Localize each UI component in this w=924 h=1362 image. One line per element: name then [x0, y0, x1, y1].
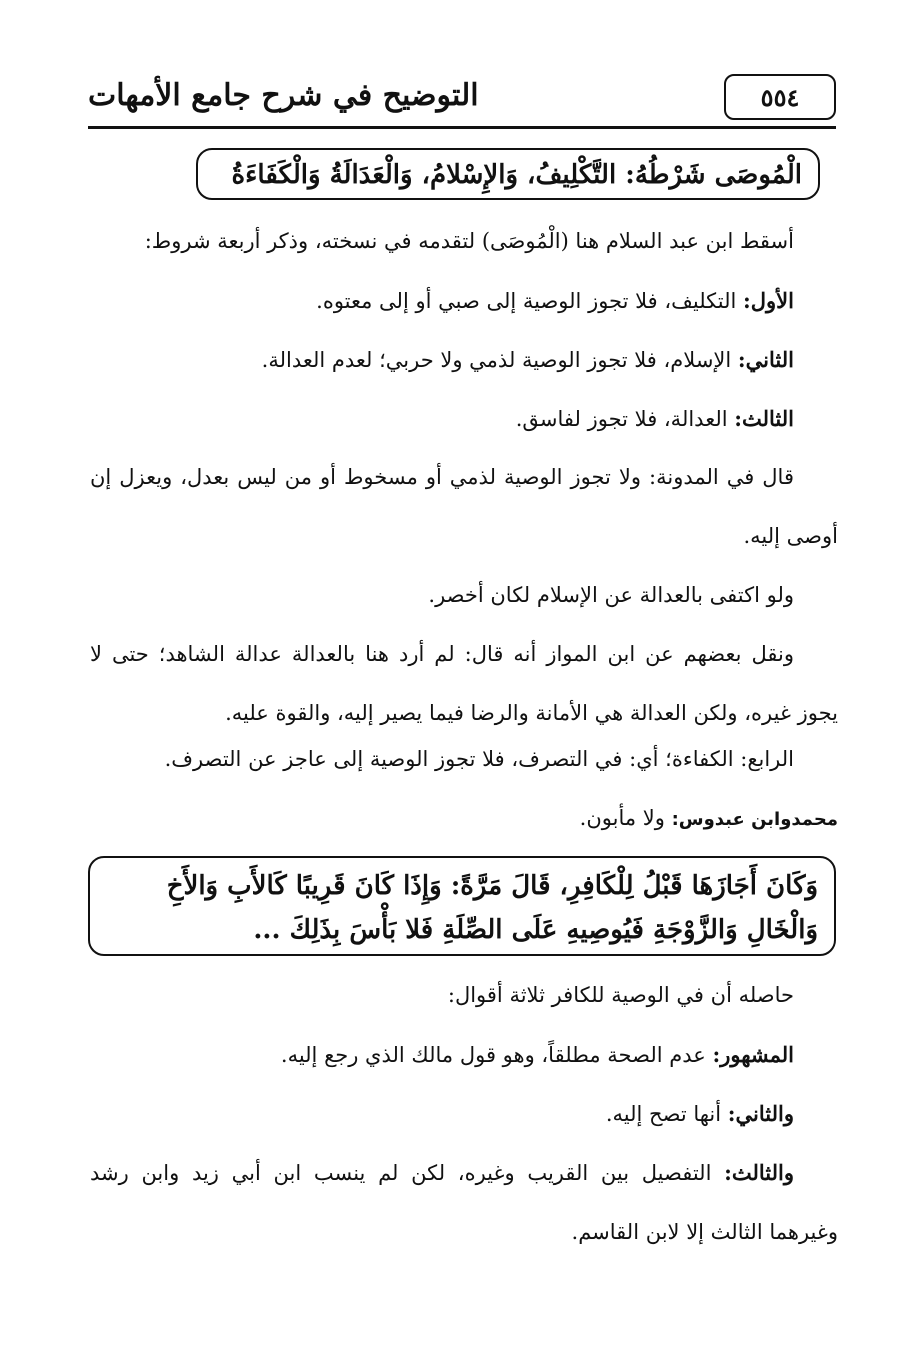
paragraph-12-label: والثاني:: [727, 1101, 794, 1126]
paragraph-11: [90, 1025, 838, 1085]
paragraph-9: [90, 789, 838, 849]
paragraph-7: ونقل بعضهم عن ابن المواز أنه قال: لم أرد هنا بالعدالة عدالة الشاهد؛ حتى لا يجوز غيره، ولكن العدالة هي الأمانة والرضا فيما يصير إليه، والقوة عليه.: [90, 642, 838, 725]
paragraph-8: الرابع: الكفاءة؛ أي: في التصرف، فلا تجوز الوصية إلى عاجز عن التصرف.: [164, 747, 794, 771]
running-title: التوضيح في شرح جامع الأمهات: [88, 78, 479, 113]
paragraph-2-text: التكليف، فلا تجوز الوصية إلى صبي أو إلى معتوه.: [316, 289, 744, 313]
paragraph-4-text: العدالة، فلا تجوز لفاسق.: [515, 407, 735, 431]
paragraph-12-text: أنها تصح إليه.: [605, 1102, 728, 1126]
paragraph-5: قال في المدونة: ولا تجوز الوصية لذمي أو مسخوط أو من ليس بعدل، ويعزل إن أوصى إليه.: [90, 465, 838, 548]
paragraph-3-label: الثاني:: [737, 347, 794, 372]
paragraph-4: [90, 389, 838, 449]
paragraph-12: [90, 1084, 838, 1144]
header-rule: [88, 126, 836, 129]
page-header: [88, 72, 836, 130]
paragraph-9-label: محمدوابن عبدوس:: [671, 809, 838, 830]
paragraph-13: [90, 1143, 838, 1262]
paragraph-11-text: عدم الصحة مطلقاً، وهو قول مالك الذي رجع إليه.: [280, 1043, 713, 1067]
paragraph-11-label: المشهور:: [712, 1042, 794, 1067]
paragraph-2-label: الأول:: [743, 288, 794, 313]
paragraph-9-text: ولا مأبون.: [579, 806, 672, 830]
matn-box-1: الْمُوصَى شَرْطُهُ: التَّكْلِيفُ، وَالإِسْلامُ، وَالْعَدَالَةُ وَالْكَفَاءَةُ: [196, 148, 820, 200]
matn-box-2: وَكَانَ أَجَازَهَا قَبْلُ لِلْكَافِرِ، قَالَ مَرَّةً: وَإِذَا كَانَ قَرِيبًا كَالأَبِ وَالأَخِ وَالْخَالِ وَالزَّوْجَةِ فَيُوصِيهِ عَلَى الصِّلَةِ فَلا بَأْسَ بِذَلِكَ ...: [88, 856, 836, 956]
paragraph-4-label: الثالث:: [734, 406, 794, 431]
paragraph-3-text: الإسلام، فلا تجوز الوصية لذمي ولا حربي؛ لعدم العدالة.: [261, 348, 738, 372]
paragraph-6: ولو اكتفى بالعدالة عن الإسلام لكان أخصر.: [428, 583, 794, 607]
paragraph-3: [90, 330, 838, 390]
paragraph-13-text: التفصيل بين القريب وغيره، لكن لم ينسب ابن أبي زيد وابن رشد وغيرهما الثالث إلا لابن القاسم.: [90, 1161, 838, 1244]
paragraph-1: أسقط ابن عبد السلام هنا (الْمُوصَى) لتقدمه في نسخته، وذكر أربعة شروط:: [144, 229, 794, 253]
page-number: ٥٥٤: [724, 74, 836, 120]
paragraph-13-label: والثالث:: [724, 1160, 794, 1185]
paragraph-10: حاصله أن في الوصية للكافر ثلاثة أقوال:: [447, 983, 794, 1007]
paragraph-2: [90, 271, 838, 331]
